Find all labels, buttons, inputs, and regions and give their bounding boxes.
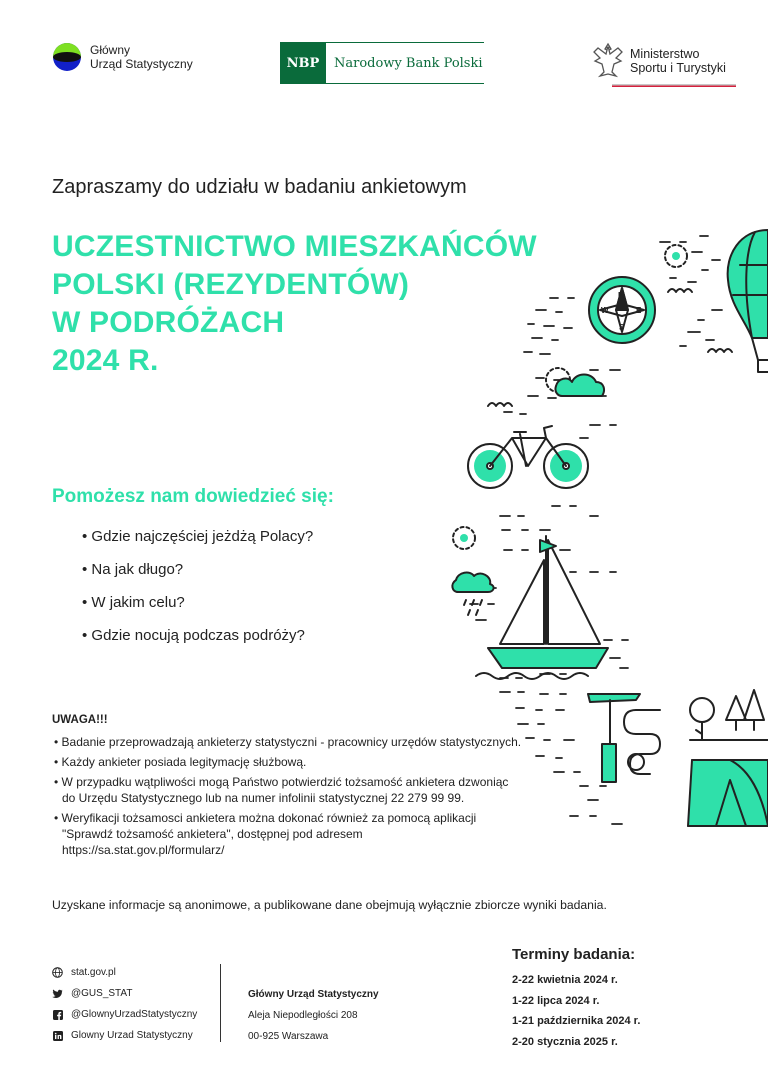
svg-text:E: E <box>636 306 642 315</box>
contact-web[interactable] <box>52 962 197 983</box>
help-item: • Gdzie najczęściej jeżdżą Polacy? <box>82 524 313 557</box>
facebook-icon <box>52 1009 63 1020</box>
svg-text:N: N <box>618 291 624 300</box>
help-item: • Na jak długo? <box>82 557 313 590</box>
contact-web-label: stat.gov.pl <box>71 967 116 978</box>
bicycle-icon <box>468 426 588 488</box>
contact-linkedin[interactable] <box>52 1025 197 1046</box>
address-city: 00-925 Warszawa <box>248 1031 329 1042</box>
help-list <box>82 524 313 656</box>
help-item: • W jakim celu? <box>82 590 313 623</box>
hot-air-balloon-icon <box>728 230 768 372</box>
term-date: 1-21 października 2024 r. <box>512 1015 641 1027</box>
nbp-logo <box>280 42 484 84</box>
compass-icon <box>589 277 655 343</box>
contact-linkedin-label: Glowny Urzad Statystyczny <box>71 1030 193 1041</box>
ministry-logo <box>592 42 726 80</box>
ministry-line1: Ministerstwo <box>630 47 700 61</box>
twitter-icon <box>52 988 63 999</box>
ministry-line2: Sportu i Turystyki <box>630 61 726 75</box>
terms-title: Terminy badania: <box>512 946 636 963</box>
contact-twitter-label: @GUS_STAT <box>71 988 133 999</box>
title-line: POLSKI (REZYDENTÓW) <box>52 268 410 301</box>
eagle-emblem-icon <box>592 42 624 80</box>
warning-title: UWAGA!!! <box>52 714 108 726</box>
address-street: Aleja Niepodległości 208 <box>248 1010 358 1021</box>
contact-list <box>52 962 197 1046</box>
warning-item: • Badanie przeprowadzają ankieterzy statystyczni - pracownicy urzędów statystycznych. <box>52 734 522 750</box>
contact-twitter[interactable] <box>52 983 197 1004</box>
term-date: 2-22 kwietnia 2024 r. <box>512 974 618 986</box>
travel-illustration <box>440 220 768 840</box>
globe-icon <box>52 967 63 978</box>
warning-item: • Weryfikacji tożsamosci ankietera można dokonać również za pomocą aplikacji "Sprawdź tożsamość ankietera", dostępnej pod adresem https://sa.stat.gov.pl/formularz/ <box>52 810 522 858</box>
title-line: UCZESTNICTWO MIESZKAŃCÓW <box>52 230 537 263</box>
svg-text:W: W <box>601 306 609 315</box>
term-date: 2-20 stycznia 2025 r. <box>512 1035 618 1048</box>
gus-logo-line1: Główny <box>90 43 131 57</box>
tent-icon <box>688 760 768 826</box>
term-date: 1-22 lipca 2024 r. <box>512 994 600 1007</box>
invite-text: Zapraszamy do udziału w badaniu ankietowym <box>52 176 467 198</box>
sailboat-icon <box>476 536 608 679</box>
help-heading: Pomożesz nam dowiedzieć się: <box>52 486 334 507</box>
nbp-logo-abbr: NBP <box>280 42 326 84</box>
linkedin-icon <box>52 1030 63 1041</box>
gus-logo-mark <box>52 42 82 72</box>
anonymity-note: Uzyskane informacje są anonimowe, a publikowane dane obejmują wyłącznie zbiorcze wyniki badania. <box>52 898 607 912</box>
gus-logo-line2: Urząd Statystyczny <box>90 57 193 71</box>
contact-facebook[interactable] <box>52 1004 197 1025</box>
terms-list <box>512 970 640 1052</box>
address-block <box>248 984 379 1047</box>
warning-item: • W przypadku wątpliwości mogą Państwo potwierdzić tożsamość ankietera dzwoniąc do Urzędu Statystycznego lub na numer infolinii statystycznej 22 279 99 99. <box>52 774 522 806</box>
gus-logo <box>52 42 193 72</box>
contact-facebook-label: @GlownyUrzadStatystyczny <box>71 1009 198 1020</box>
trees-icon <box>690 690 768 740</box>
rope-icon <box>624 710 660 774</box>
svg-text:S: S <box>619 323 625 332</box>
cloud-icon <box>546 368 604 396</box>
warning-item: • Każdy ankieter posiada legitymację służbową. <box>52 754 522 770</box>
nbp-logo-name: Narodowy Bank Polski <box>326 42 484 84</box>
rain-cloud-icon <box>452 573 493 615</box>
help-item: • Gdzie nocują podczas podróży? <box>82 623 313 656</box>
address-name: Główny Urząd Statystyczny <box>248 989 379 1000</box>
title-line: 2024 R. <box>52 344 159 377</box>
footer-divider <box>220 964 221 1042</box>
title-line: W PODRÓŻACH <box>52 306 285 339</box>
ministry-flag-bar <box>612 84 736 87</box>
